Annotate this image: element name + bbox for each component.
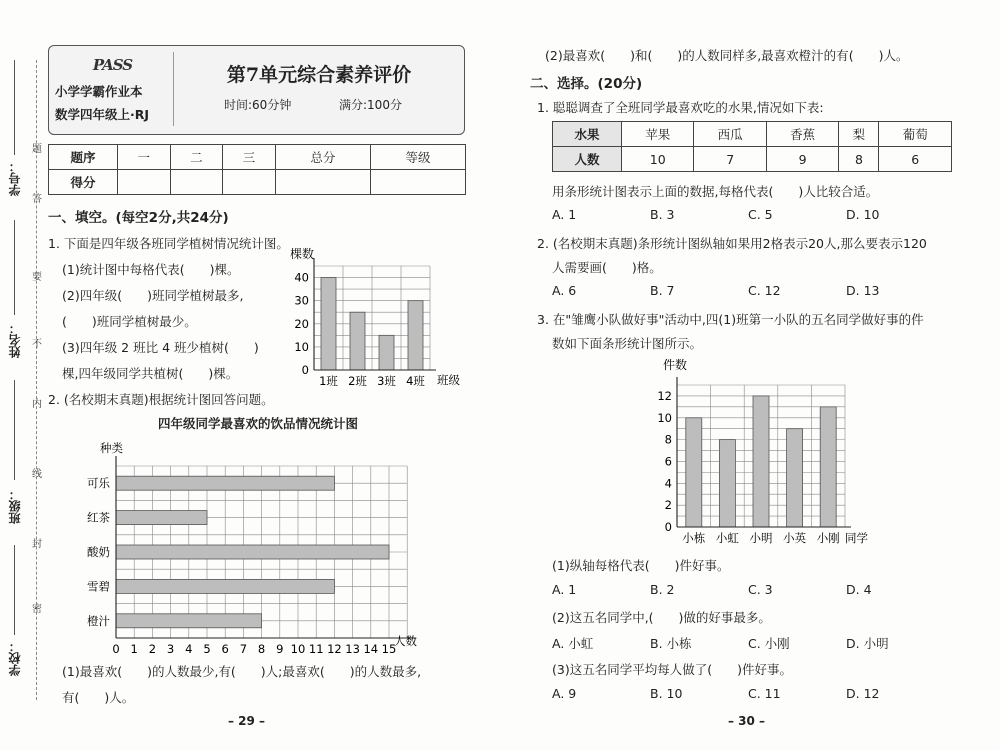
category-label: 可乐: [87, 476, 110, 491]
unit-header: [48, 45, 465, 135]
x-axis-label: 同学: [845, 531, 868, 545]
good-deeds-chart: [645, 355, 880, 550]
bar-3班: [379, 335, 394, 370]
c3-intro-a: 3. 在"雏鹰小队做好事"活动中,四(1)班第一小队的五名同学做好事的件: [537, 312, 924, 327]
option-c[interactable]: C. 11: [748, 686, 781, 701]
seal-char: 答: [32, 194, 42, 205]
fruit-count: 8: [839, 147, 879, 172]
score-col-head: 三: [223, 145, 276, 170]
y-axis-label: 种类: [100, 441, 123, 455]
c3-part2: (2)这五名同学中,( )做的好事最多。: [552, 610, 771, 625]
x-tick-label: 4: [185, 642, 193, 656]
option-b[interactable]: B. 小栋: [650, 636, 692, 651]
full-score: 满分:100分: [339, 98, 402, 112]
seal-char: 题: [32, 144, 42, 155]
section-fill-blank: 一、填空。(每空2分,共24分): [48, 210, 229, 226]
y-axis-label: 棵数: [290, 247, 315, 261]
x-tick-label: 15: [381, 642, 397, 656]
category-labels: [87, 476, 110, 628]
option-b[interactable]: B. 10: [650, 686, 683, 701]
category-label: 红茶: [87, 510, 110, 525]
x-tick-label: 8: [257, 642, 266, 656]
bar-2班: [350, 312, 365, 370]
y-tick-label: 10: [294, 339, 309, 354]
fruit-name: 苹果: [622, 122, 694, 147]
x-tick-label: 1: [130, 642, 138, 656]
q1-part3b: 棵,四年级同学共植树( )棵。: [62, 366, 239, 381]
chart-bars: [116, 476, 389, 628]
fruit-name: 葡萄: [879, 122, 952, 147]
c3-part1-options: [552, 582, 944, 597]
x-tick-label: 7: [239, 642, 248, 656]
y-tick-label: 4: [664, 476, 672, 491]
seal-char: 线: [32, 469, 42, 480]
y-tick-label: 2: [664, 498, 672, 513]
y-tick-labels: [294, 271, 309, 377]
tree-planting-chart: [282, 244, 472, 392]
y-tick-label: 6: [664, 454, 672, 469]
y-tick-label: 40: [294, 270, 309, 285]
option-a[interactable]: A. 小虹: [552, 636, 594, 651]
c3-part3-options: [552, 686, 944, 701]
time-limit: 时间:60分钟: [224, 98, 292, 112]
option-b[interactable]: B. 2: [650, 582, 675, 597]
q1-part2a: (2)四年级( )班同学植树最多,: [62, 288, 244, 303]
q2-part1b: 有( )人。: [62, 690, 135, 705]
score-col-head: 题序: [49, 145, 118, 170]
x-tick-label: 3: [166, 642, 175, 656]
option-d[interactable]: D. 4: [846, 582, 872, 597]
x-tick-label: 11: [308, 642, 324, 656]
x-tick-label: 0: [112, 642, 120, 656]
x-tick-label: 12: [327, 642, 342, 656]
x-tick-labels: [319, 374, 425, 388]
seal-char: 内: [32, 399, 42, 410]
c3-part1: (1)纵轴每格代表( )件好事。: [552, 558, 730, 573]
c1-intro: 1. 聪聪调查了全班同学最喜欢吃的水果,情况如下表:: [537, 100, 824, 115]
x-tick-label: 2班: [348, 374, 367, 388]
score-cell[interactable]: [170, 170, 223, 195]
category-label: 酸奶: [87, 545, 110, 559]
count-row-label: 人数: [553, 147, 622, 172]
bar-小明: [753, 396, 769, 527]
score-header-row: [49, 145, 466, 170]
q1-part3a: (3)四年级 2 班比 4 班少植树( ): [62, 340, 259, 355]
student-id-line: [14, 60, 15, 155]
q1-part2b: ( )班同学植树最少。: [62, 314, 197, 329]
y-tick-label: 12: [657, 388, 672, 403]
x-tick-label: 14: [363, 642, 379, 656]
c2-question-b: 人需要画( )格。: [552, 260, 662, 275]
q2-intro: 2. (名校期末真题)根据统计图回答问题。: [48, 392, 274, 407]
option-d[interactable]: D. 10: [846, 207, 880, 222]
y-axis-label: 件数: [663, 358, 688, 372]
student-id-label: 学号：: [8, 160, 22, 196]
x-tick-label: 小明: [749, 531, 773, 545]
bar-小虹: [719, 440, 735, 527]
bar-橙汁: [116, 614, 262, 628]
series-name: 小学学霸作业本: [55, 84, 143, 99]
option-a[interactable]: A. 6: [552, 283, 577, 298]
fruit-name: 梨: [839, 122, 879, 147]
option-a[interactable]: A. 9: [552, 686, 577, 701]
x-tick-label: 5: [203, 642, 211, 656]
bar-酸奶: [116, 545, 389, 559]
x-tick-label: 2: [148, 642, 157, 656]
fruit-count: 6: [879, 147, 952, 172]
score-cell[interactable]: [223, 170, 276, 195]
fruit-name: 香蕉: [766, 122, 838, 147]
c3-part3: (3)这五名同学平均每人做了( )件好事。: [552, 662, 792, 677]
fruit-name: 西瓜: [694, 122, 766, 147]
score-cell[interactable]: [118, 170, 171, 195]
name-line: [14, 220, 15, 315]
option-d[interactable]: D. 小明: [846, 636, 889, 651]
score-cell[interactable]: [275, 170, 370, 195]
page-title: 第7单元综合素养评价: [226, 64, 412, 86]
score-cell[interactable]: [370, 170, 465, 195]
bar-小英: [787, 429, 803, 527]
page-number-right: – 30 –: [728, 714, 766, 728]
x-tick-label: 小英: [783, 531, 807, 545]
x-tick-label: 9: [276, 642, 284, 656]
c2-question-a: 2. (名校期末真题)条形统计图纵轴如果用2格表示20人,那么要表示120: [537, 236, 927, 251]
bar-小栋: [686, 418, 702, 527]
score-col-head: 一: [118, 145, 171, 170]
x-tick-label: 小虹: [715, 531, 739, 545]
bar-4班: [408, 301, 423, 370]
drink-chart-title: 四年级同学最喜欢的饮品情况统计图: [157, 416, 358, 431]
y-tick-label: 30: [294, 293, 309, 308]
fruit-count: 9: [766, 147, 838, 172]
seal-char: 不: [32, 339, 42, 350]
seal-char: 要: [32, 272, 42, 283]
fruit-count: 7: [694, 147, 766, 172]
option-b[interactable]: B. 7: [650, 283, 675, 298]
seal-char: 封: [32, 539, 42, 550]
fruit-count: 10: [622, 147, 694, 172]
seal-char: 密: [32, 604, 42, 615]
x-tick-label: 小刚: [816, 531, 840, 545]
score-value-row: [49, 170, 466, 195]
bar-可乐: [116, 476, 334, 490]
option-d[interactable]: D. 12: [846, 686, 880, 701]
c3-part2-options: [552, 634, 944, 652]
bar-小刚: [820, 407, 836, 527]
x-tick-label: 4班: [406, 374, 425, 388]
score-col-head: 等级: [370, 145, 465, 170]
x-tick-label: 6: [221, 642, 229, 656]
option-c[interactable]: C. 小刚: [748, 636, 790, 651]
option-c[interactable]: C. 3: [748, 582, 773, 597]
q1-intro: 1. 下面是四年级各班同学植树情况统计图。: [48, 236, 289, 251]
x-tick-labels: [682, 531, 839, 545]
x-tick-label: 10: [290, 642, 306, 656]
c3-intro-b: 数如下面条形统计图所示。: [552, 336, 703, 351]
option-c[interactable]: C. 12: [748, 283, 781, 298]
y-tick-label: 20: [294, 316, 309, 331]
x-axis-label: 班级: [437, 373, 460, 387]
option-a[interactable]: A. 1: [552, 207, 577, 222]
score-col-head: 总分: [275, 145, 370, 170]
c2-options: [552, 283, 944, 298]
x-tick-labels: [112, 642, 396, 656]
q2-part2: (2)最喜欢( )和( )的人数同样多,最喜欢橙汁的有( )人。: [545, 48, 909, 63]
binding-strip: [0, 0, 48, 750]
option-a[interactable]: A. 1: [552, 582, 577, 597]
y-tick-label: 0: [664, 520, 672, 534]
bar-1班: [321, 278, 336, 370]
bar-红茶: [116, 511, 207, 525]
option-d[interactable]: D. 13: [846, 283, 880, 298]
score-col-head: 二: [170, 145, 223, 170]
category-label: 雪碧: [87, 579, 110, 594]
y-tick-label: 10: [657, 410, 672, 425]
c1-question: 用条形统计图表示上面的数据,每格代表( )人比较合适。: [552, 184, 879, 199]
option-b[interactable]: B. 3: [650, 207, 675, 222]
q1-part1: (1)统计图中每格代表( )棵。: [62, 262, 240, 277]
school-line: [14, 545, 15, 635]
c1-options: [552, 207, 944, 222]
y-tick-label: 8: [664, 432, 672, 447]
x-tick-label: 3班: [377, 374, 396, 388]
bar-雪碧: [116, 579, 334, 593]
class-label: 班级：: [8, 488, 22, 524]
grade-label: 数学四年级上·RJ: [55, 107, 150, 122]
fruit-table: [552, 121, 952, 172]
fruit-count-row: [553, 147, 952, 172]
score-table: [48, 144, 466, 195]
option-c[interactable]: C. 5: [748, 207, 773, 222]
x-tick-label: 小栋: [682, 531, 706, 545]
drink-preference-chart: [70, 436, 465, 656]
x-tick-label: 13: [345, 642, 360, 656]
score-row-label: 得分: [49, 170, 118, 195]
section-choice: 二、选择。(20分): [530, 76, 643, 92]
fruit-row-label: 水果: [553, 122, 622, 147]
brand-block: [55, 52, 170, 126]
q2-part1a: (1)最喜欢( )的人数最少,有( )人;最喜欢( )的人数最多,: [62, 664, 422, 679]
class-line: [14, 380, 15, 480]
school-label: 学校：: [8, 640, 22, 676]
category-label: 橙汁: [87, 613, 110, 628]
y-tick-labels: [657, 389, 672, 534]
y-tick-label: 0: [301, 363, 309, 377]
pass-logo: PASS: [92, 56, 133, 74]
name-label: 姓名：: [8, 322, 22, 358]
fruit-header-row: [553, 122, 952, 147]
x-axis-label: 人数: [394, 634, 417, 648]
x-tick-label: 1班: [319, 374, 338, 388]
page-number-left: – 29 –: [228, 714, 266, 728]
